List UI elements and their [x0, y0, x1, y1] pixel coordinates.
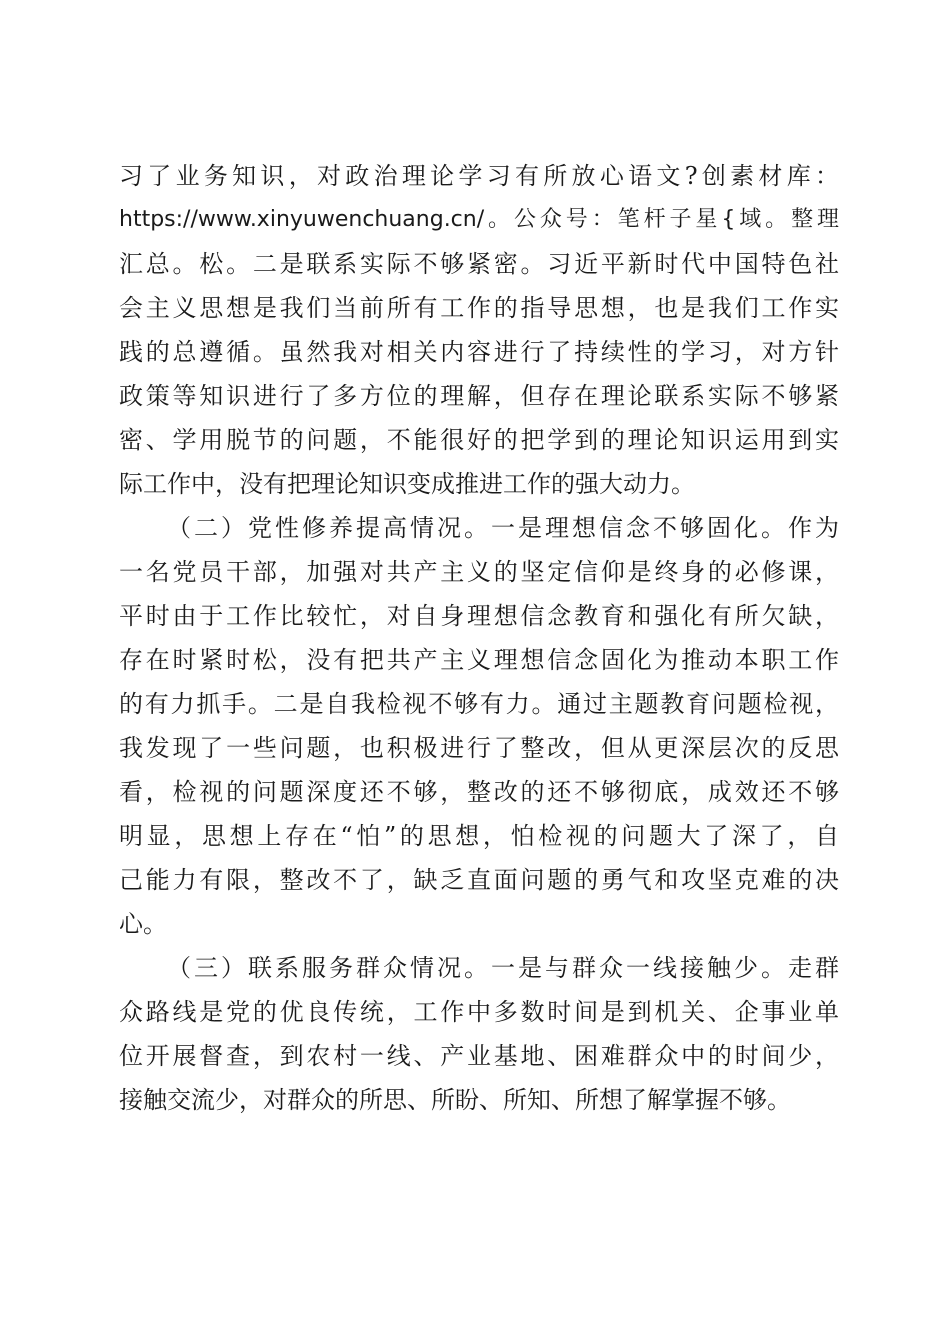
- text-line: 平时由于工作比较忙，对自身理想信念教育和强化有所欠缺，: [119, 602, 839, 630]
- text-line: 位开展督查，到农村一线、产业基地、困难群众中的时间少，: [119, 1042, 839, 1070]
- text-line: 看，检视的问题深度还不够，整改的还不够彻底，成效还不够: [119, 778, 839, 806]
- text-line: 众路线是党的优良传统，工作中多数时间是到机关、企事业单: [119, 998, 839, 1026]
- text-line: 的有力抓手。二是自我检视不够有力。通过主题教育问题检视，: [119, 690, 839, 718]
- text-line: 习了业务知识，对政治理论学习有所放心语文?创素材库：: [119, 162, 839, 190]
- text-line: 己能力有限，整改不了，缺乏直面问题的勇气和攻坚克难的决: [119, 866, 839, 894]
- text-line: （二）党性修养提高情况。一是理想信念不够固化。作为: [167, 514, 839, 542]
- text-line: 密、学用脱节的问题，不能很好的把学到的理论知识运用到实: [119, 426, 839, 454]
- text-line-url: https://www.xinyuwenchuang.cn/。公众号：笔杆子星{域。整理: [119, 207, 839, 232]
- text-line: 政策等知识进行了多方位的理解，但存在理论联系实际不够紧: [119, 382, 839, 410]
- text-line: 明显，思想上存在“怕”的思想，怕检视的问题大了深了，自: [119, 822, 839, 850]
- text-line: 心。: [119, 910, 167, 938]
- document-body: [119, 154, 839, 1122]
- text-line: 际工作中，没有把理论知识变成推进工作的强大动力。: [119, 470, 695, 498]
- text-line: 接触交流少，对群众的所思、所盼、所知、所想了解掌握不够。: [119, 1086, 791, 1114]
- paragraph-2: [119, 506, 839, 946]
- text-line: （三）联系服务群众情况。一是与群众一线接触少。走群: [167, 954, 839, 982]
- paragraph-1: [119, 154, 839, 506]
- paragraph-3: [119, 946, 839, 1122]
- text-line: 践的总遵循。虽然我对相关内容进行了持续性的学习，对方针: [119, 338, 839, 366]
- text-line: 存在时紧时松，没有把共产主义理想信念固化为推动本职工作: [119, 646, 839, 674]
- text-line: 我发现了一些问题，也积极进行了整改，但从更深层次的反思: [119, 734, 839, 762]
- text-line: 会主义思想是我们当前所有工作的指导思想，也是我们工作实: [119, 294, 839, 322]
- text-line: 一名党员干部，加强对共产主义的坚定信仰是终身的必修课，: [119, 558, 839, 586]
- text-line: 汇总。松。二是联系实际不够紧密。习近平新时代中国特色社: [119, 250, 839, 278]
